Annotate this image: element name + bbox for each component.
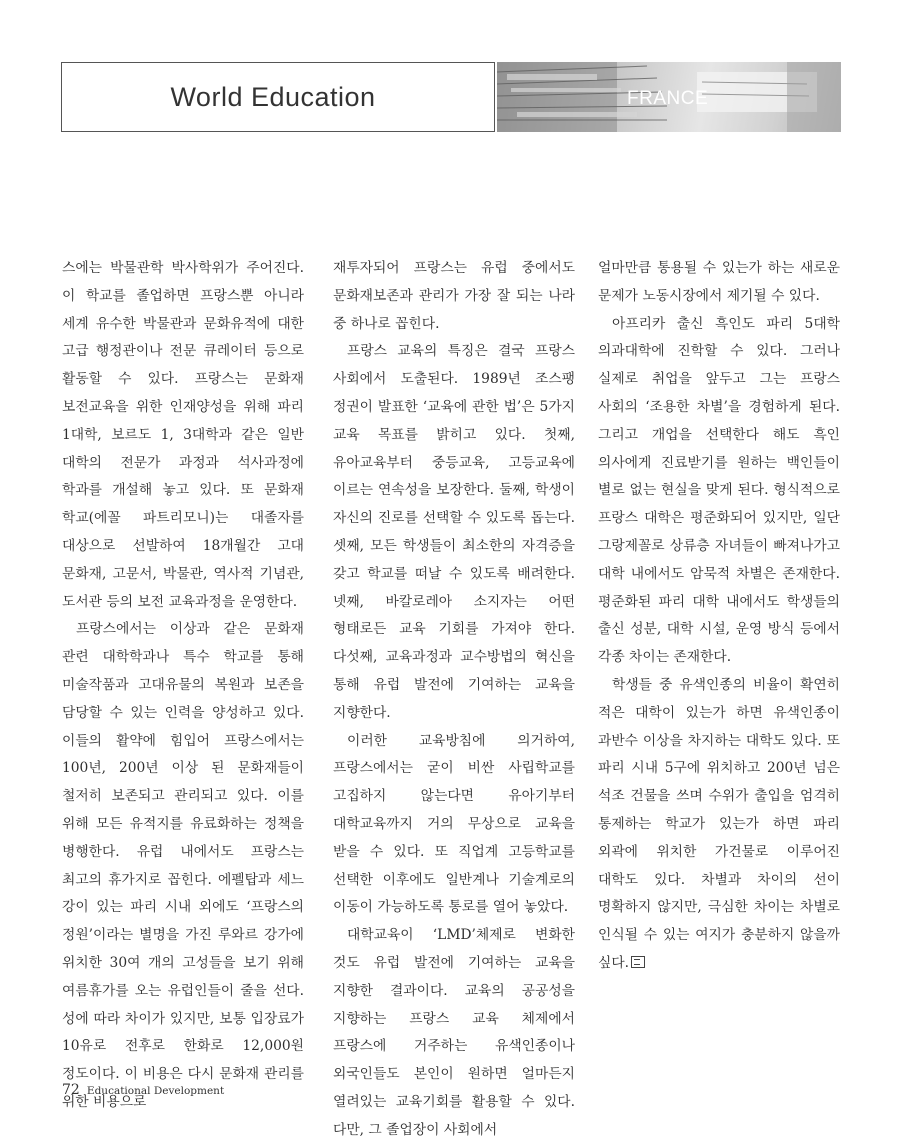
end-of-article-icon bbox=[631, 956, 645, 968]
paragraph: 프랑스 교육의 특징은 결국 프랑스 사회에서 도출된다. 1989년 조스팽 정권이 발표한 ‘교육에 관한 법’은 5가지 교육 목표를 밝히고 있다. 첫째, 유아교육부터 중등교육, 고등교육에 이르는 연속성을 보장한다. 둘째, 학생이 자신의 진로를 선택할 수 있도록 돕는다. 셋째, 모든 학생들이 최소한의 자격증을 갖고 학교를 떠날 수 있도록 배려한다. 넷째, 바칼로레아 소지자는 어떤 형태로든 교육 기회를 가져야 한다. 다섯째, 교육과정과 교수방법의 혁신을 통해 유럽 발전에 기여하는 교육을 지향한다. bbox=[333, 343, 575, 721]
header-photo bbox=[497, 62, 841, 132]
paragraph: 대학교육이 ‘LMD’체제로 변화한 것도 유럽 발전에 기여하는 교육을 지향한 결과이다. 교육의 공공성을 지향하는 프랑스 교육 체제에서 프랑스에 거주하는 유색인종이나 외국인들도 본인이 원하면 얼마든지 열려있는 교육기회를 활용할 수 있다. 다만, 그 졸업장이 사회에서 bbox=[333, 927, 575, 1138]
paragraph bbox=[598, 672, 840, 978]
section-header-box bbox=[61, 62, 495, 132]
page-footer bbox=[62, 1079, 224, 1098]
journal-name: Educational Development bbox=[86, 1085, 225, 1097]
text-column-3 bbox=[598, 255, 840, 978]
country-label: FRANCE bbox=[627, 88, 709, 109]
paragraph: 스에는 박물관학 박사학위가 주어진다. 이 학교를 졸업하면 프랑스뿐 아니라 세계 유수한 박물관과 문화유적에 대한 고급 행정관이나 전문 큐레이터 등으로 활동할 수 있다. 프랑스는 문화재 보전교육을 위한 인재양성을 위해 파리 1대학, 보르도 1, 3대학과 같은 일반 대학의 전문가 과정과 석사과정에 학과를 개설해 놓고 있다. 또 문화재 학교(에꼴 파트리모니)는 대졸자를 대상으로 선발하여 18개월간 고대 문화재, 고문서, 박물관, 역사적 기념관, 도서관 등의 보전 교육과정을 운영한다. bbox=[62, 260, 304, 610]
paragraph: 아프리카 출신 흑인도 파리 5대학 의과대학에 진학할 수 있다. 그러나 실제로 취업을 앞두고 그는 프랑스 사회의 ‘조용한 차별’을 경험하게 된다. 그리고 개업을 선택한다 해도 흑인 의사에게 진료받기를 원하는 백인들이 별로 없는 현실을 맞게 된다. 형식적으로 프랑스 대학은 평준화되어 있지만, 일단 그랑제꼴로 상류층 자녀들이 빠져나가고 대학 내에서도 암묵적 차별은 존재한다. 평준화된 파리 대학 내에서도 학생들의 출신 성분, 대학 시설, 운영 방식 등에서 각종 차이는 존재한다. bbox=[598, 315, 840, 666]
paragraph-text: 학생들 중 유색인종의 비율이 확연히 적은 대학이 있는가 하면 유색인종이 과반수 이상을 차지하는 대학도 있다. 또 파리 시내 5구에 위치하고 200년 넘은 석조 건물을 쓰며 수위가 출입을 엄격히 통제하는 학교가 있는가 하면 파리 외곽에 위치한 가건물로 이루어진 대학도 있다. 차별과 차이의 선이 명확하지 않지만, 극심한 차이는 차별로 인식될 수 있는 여지가 충분하지 않을까 싶다. bbox=[598, 676, 840, 971]
page-number: 72 bbox=[62, 1082, 80, 1098]
paragraph: 얼마만큼 통용될 수 있는가 하는 새로운 문제가 노동시장에서 제기될 수 있다. bbox=[598, 260, 840, 304]
section-title: World Education bbox=[170, 81, 376, 112]
paragraph: 프랑스에서는 이상과 같은 문화재 관련 대학학과나 특수 학교를 통해 미술작품과 고대유물의 복원과 보존을 담당할 수 있는 인력을 양성하고 있다. 이들의 활약에 힘입어 프랑스에서는 100년, 200년 이상 된 문화재들이 철저히 보존되고 관리되고 있다. 이를 위해 모든 유적지를 유료화하는 정책을 병행한다. 유럽 내에서도 프랑스는 최고의 휴가지로 꼽힌다. 에펠탑과 세느 강이 있는 파리 시내 외에도 ‘프랑스의 정원’이라는 별명을 가진 루와르 강가에 위치한 30여 개의 고성들을 보기 위해 여름휴가를 오는 유럽인들이 줄을 선다. 성에 따라 차이가 있지만, 보통 입장료가 10유로 전후로 한화로 12,000원 정도이다. 이 비용은 다시 문화재 관리를 위한 비용으로 bbox=[62, 621, 304, 1110]
paragraph: 재투자되어 프랑스는 유럽 중에서도 문화재보존과 관리가 가장 잘 되는 나라 중 하나로 꼽힌다. bbox=[333, 260, 575, 332]
text-column-2 bbox=[333, 255, 575, 1145]
paragraph: 이러한 교육방침에 의거하여, 프랑스에서는 굳이 비싼 사립학교를 고집하지 않는다면 유아기부터 대학교육까지 거의 무상으로 교육을 받을 수 있다. 또 직업계 고등학교를 선택한 이후에도 일반계나 기술계로의 이동이 가능하도록 통로를 열어 놓았다. bbox=[333, 732, 575, 916]
text-column-1 bbox=[62, 255, 304, 1117]
